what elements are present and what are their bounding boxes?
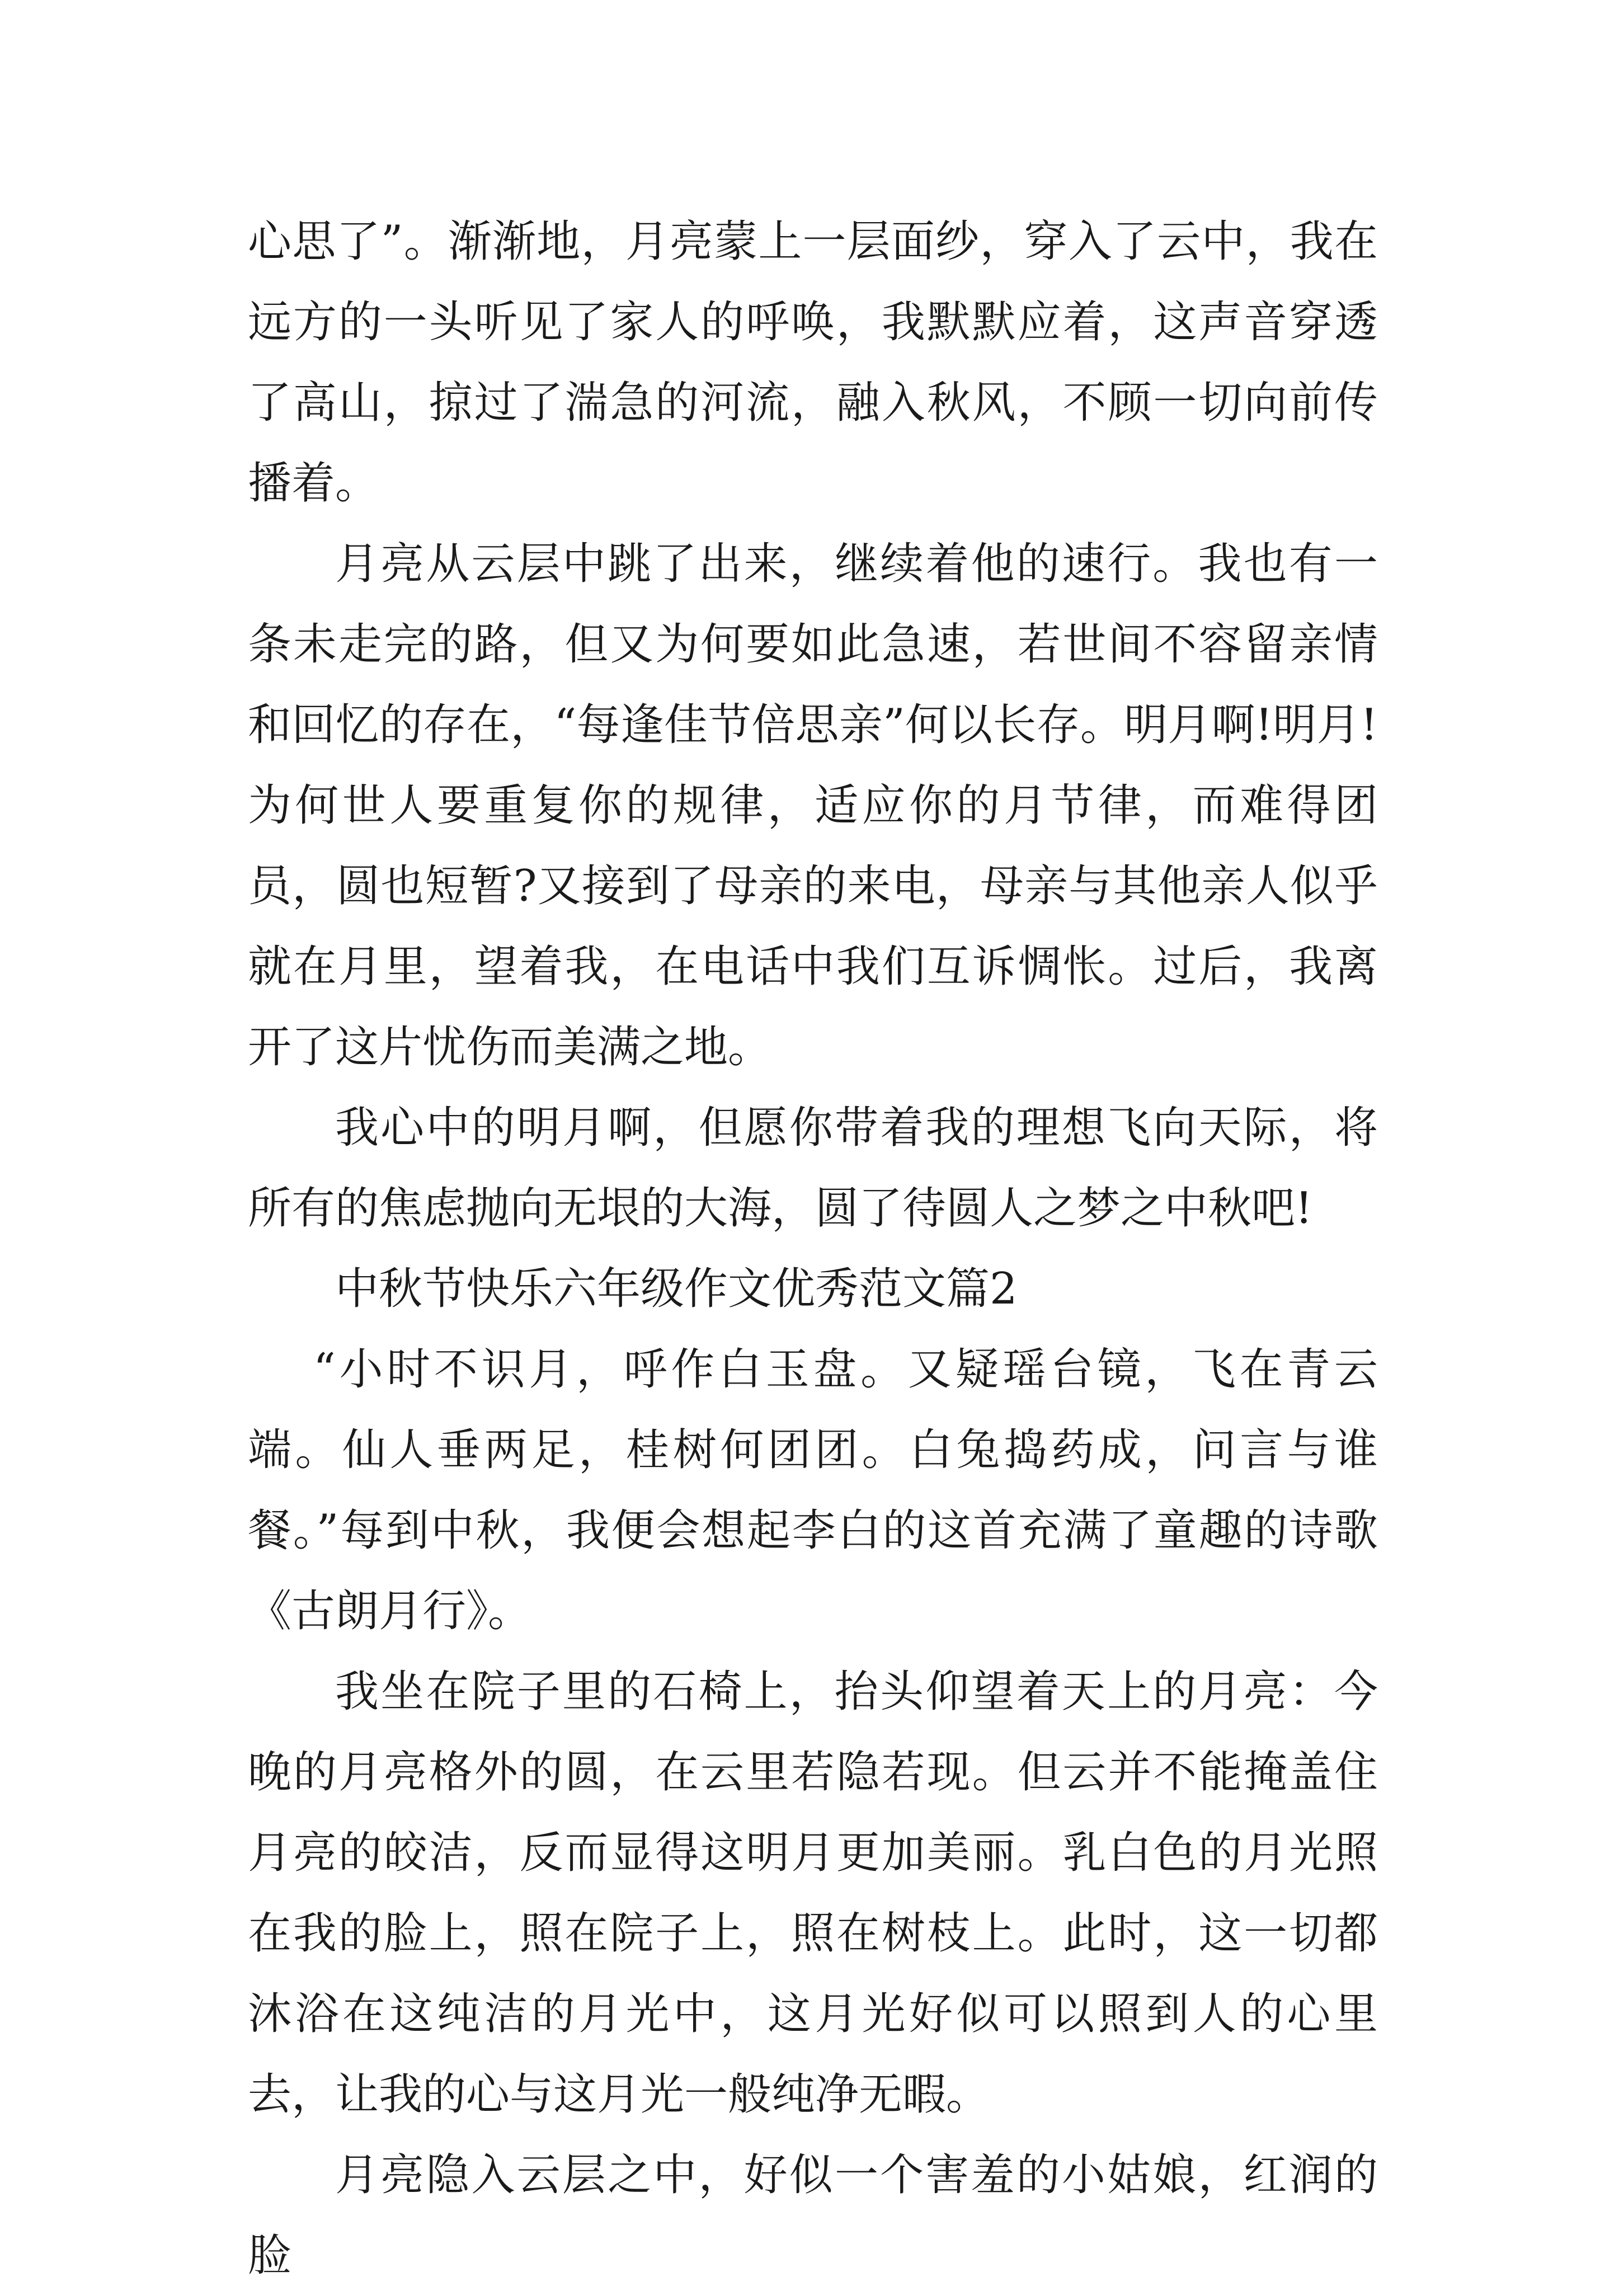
paragraph-moon-wish: 我心中的明月啊，但愿你带着我的理想飞向天际，将所有的焦虑抛向无垠的大海，圆了待圆人之梦之中秋吧!	[248, 1103, 1378, 1234]
paragraph-moon-journey: 月亮从云层中跳了出来，继续着他的速行。我也有一条未走完的路，但又为何要如此急速，若世间不容留亲情和回忆的存在，“每逢佳节倍思亲”何以长存。明月啊!明月!为何世人要重复你的规律，适应你的月节律，而难得团员，圆也短暂?又接到了母亲的来电，母亲与其他亲人似乎就在月里，望着我，在电话中我们互诉惆怅。过后，我离开了这片忧伤而美满之地。	[248, 539, 1378, 1072]
paragraph-continuation: 心思了”。渐渐地，月亮蒙上一层面纱，穿入了云中，我在远方的一头听见了家人的呼唤，我默默应着，这声音穿透了高山，掠过了湍急的河流，融入秋风，不顾一切向前传播着。	[248, 217, 1378, 509]
section-heading: 中秋节快乐六年级作文优秀范文篇2	[335, 1264, 1018, 1314]
paragraph-courtyard-moon: 我坐在院子里的石椅上，抬头仰望着天上的月亮：今晚的月亮格外的圆，在云里若隐若现。但云并不能掩盖住月亮的皎洁，反而显得这明月更加美丽。乳白色的月光照在我的脸上，照在院子上，照在树枝上。此时，这一切都沐浴在这纯洁的月光中，这月光好似可以照到人的心里去，让我的心与这月光一般纯净无暇。	[248, 1667, 1378, 2120]
essay-text	[248, 201, 1378, 2296]
paragraph-poem-quote: “小时不识月，呼作白玉盘。又疑瑶台镜，飞在青云端。仙人垂两足，桂树何团团。白兔捣药成，问言与谁餐。”每到中秋，我便会想起李白的这首充满了童趣的诗歌《古朗月行》。	[248, 1344, 1378, 1636]
paragraph-moon-hidden: 月亮隐入云层之中，好似一个害羞的小姑娘，红润的脸	[248, 2150, 1378, 2281]
